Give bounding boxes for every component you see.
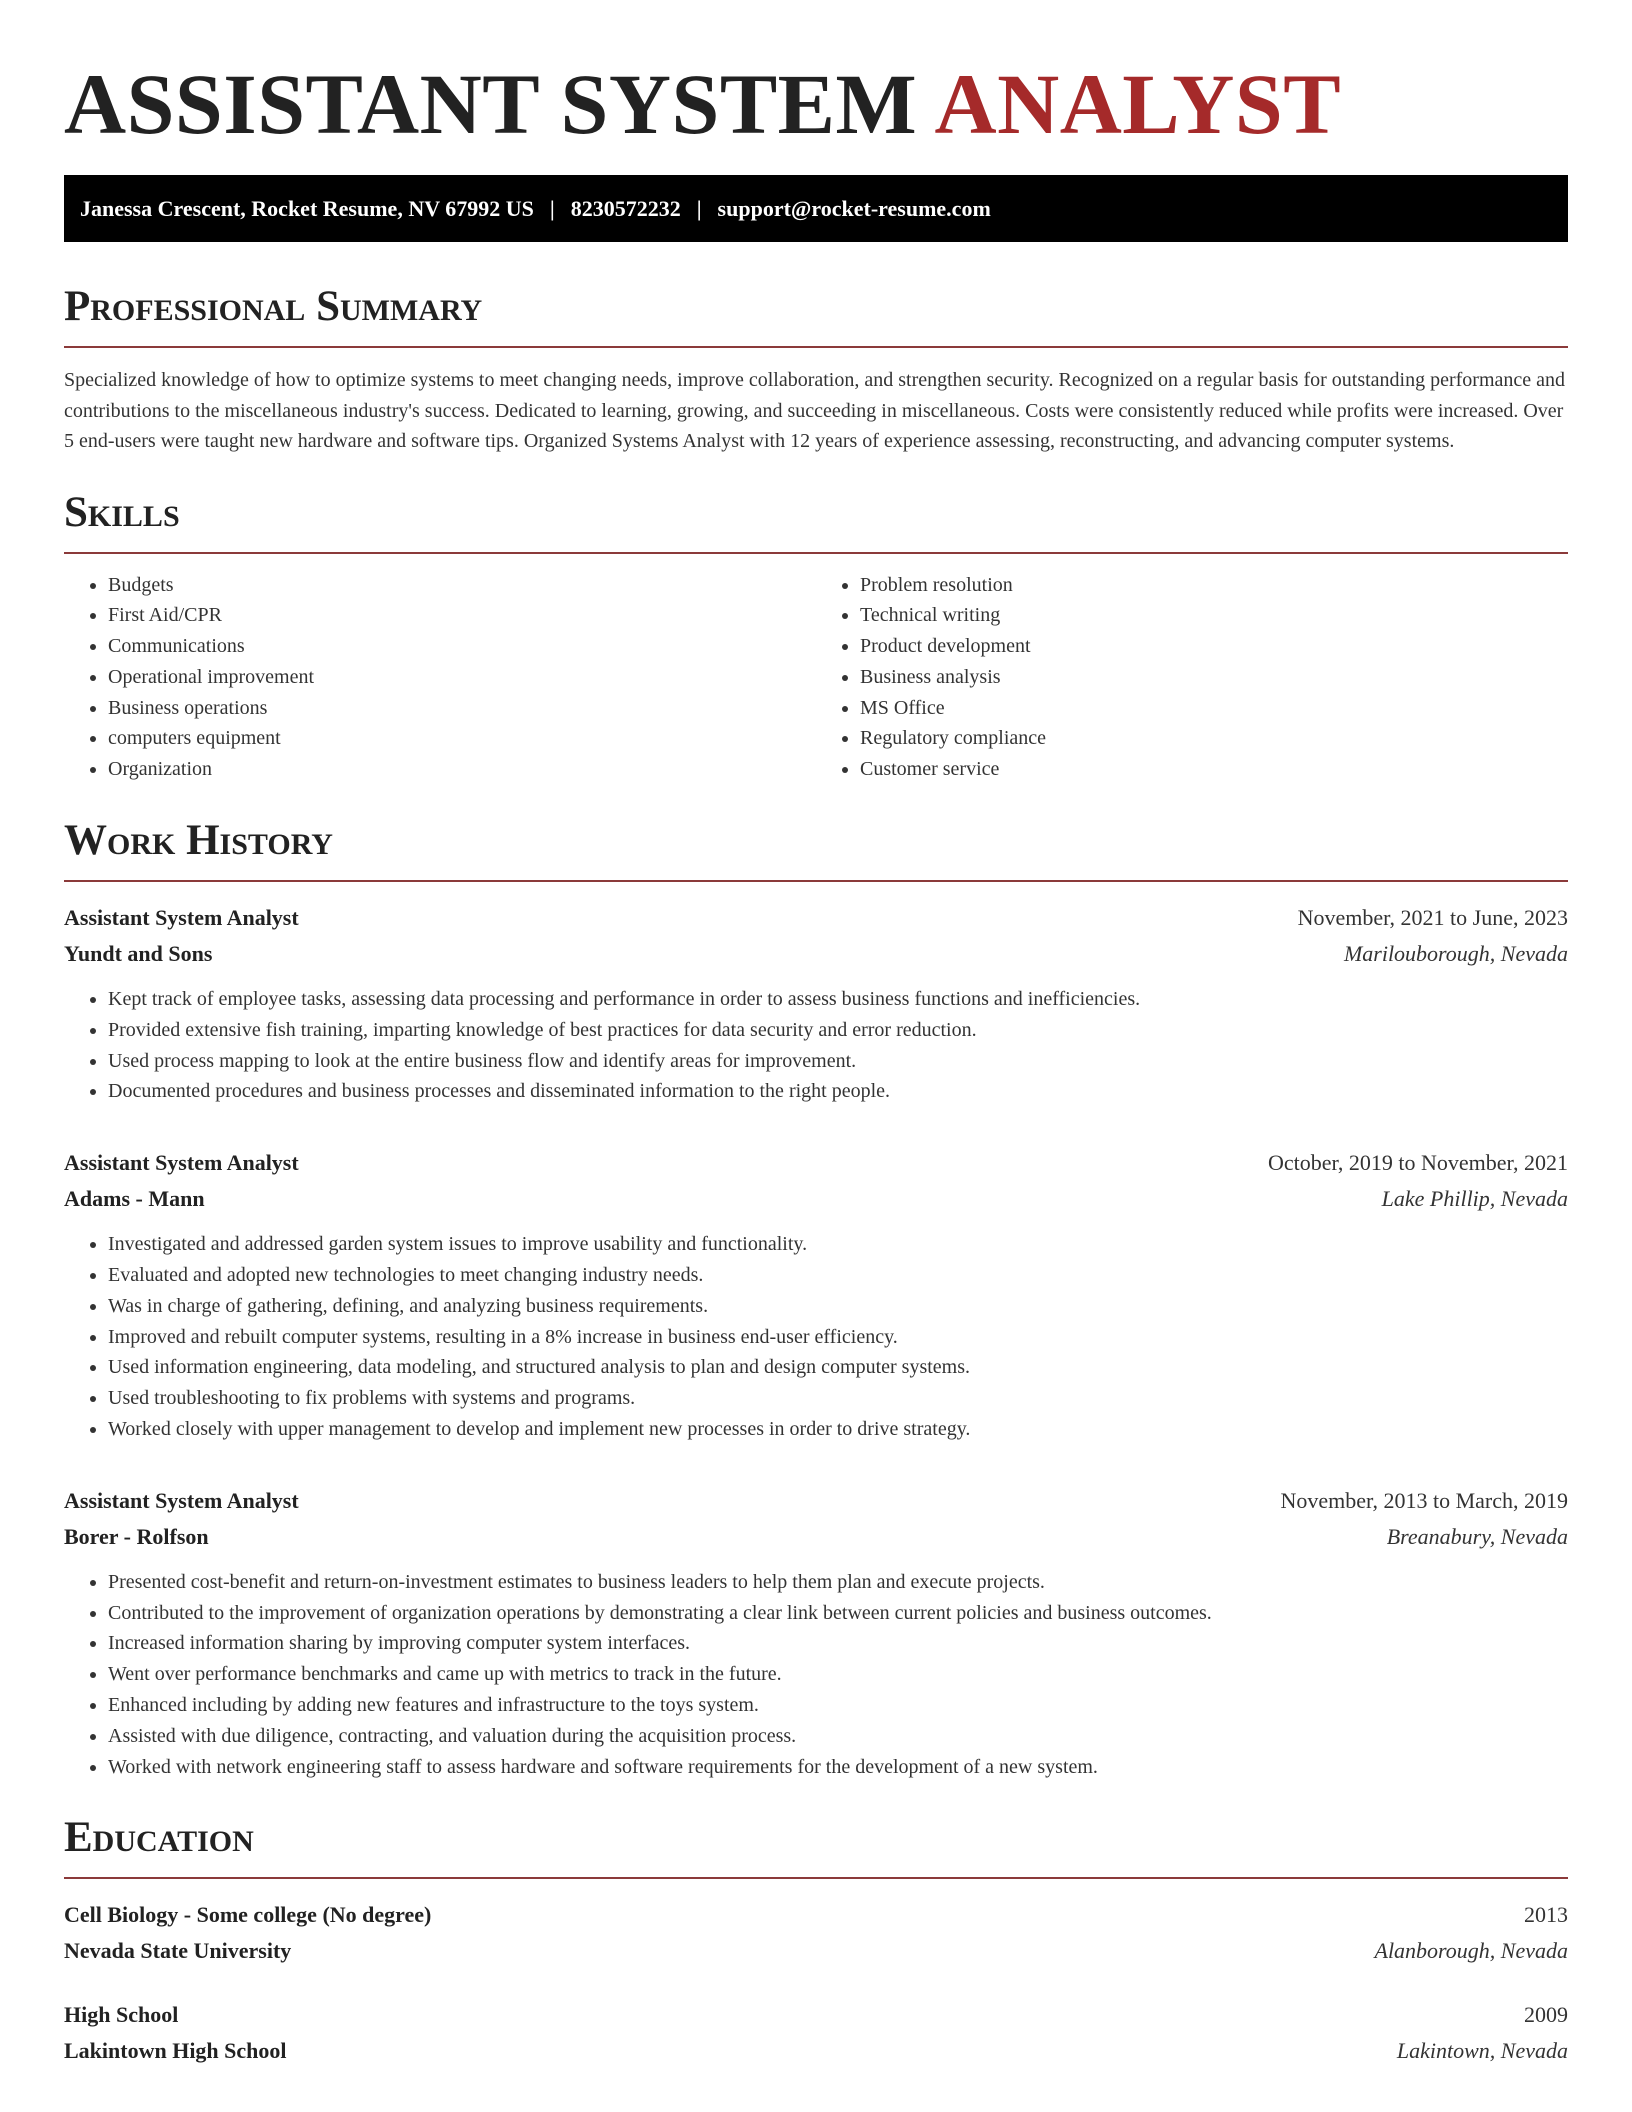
job-role: Assistant System Analyst [64, 905, 299, 931]
job-company: Borer - Rolfson [64, 1523, 209, 1549]
duty-item: • Contributed to the improvement of organization operations by demonstrating a clear link between current policies and business outcomes. [108, 1598, 1568, 1629]
duty-item: • Used information engineering, data modeling, and structured analysis to plan and design computer systems. [108, 1352, 1568, 1383]
skills-right-list [816, 570, 1568, 786]
contact-separator: | [549, 195, 555, 221]
duty-item: • Presented cost-benefit and return-on-investment estimates to business leaders to help them plan and execute projects. [108, 1567, 1568, 1598]
job-location: Marilouborough, Nevada [1343, 941, 1568, 967]
skill-item: • Organization [108, 754, 816, 785]
duty-item: • Worked with network engineering staff to assess hardware and software requirements for the development of a new system. [108, 1752, 1568, 1783]
skill-item: • Communications [108, 631, 816, 662]
skill-item: • Budgets [108, 570, 816, 601]
skill-item: • Operational improvement [108, 662, 816, 693]
contact-address: Janessa Crescent, Rocket Resume, NV 67992 US [80, 195, 534, 221]
title-main: ASSISTANT SYSTEM [64, 56, 918, 152]
work-history-section [64, 816, 1568, 1782]
education-degree: Cell Biology - Some college (No degree) [64, 1902, 432, 1928]
job-header [64, 900, 1568, 936]
title-accent: ANALYST [934, 56, 1342, 152]
job-dates: November, 2013 to March, 2019 [1280, 1487, 1568, 1513]
job-subheader [64, 1519, 1568, 1555]
education-subheader [64, 2033, 1568, 2069]
job-subheader [64, 1181, 1568, 1217]
skill-item: • Customer service [860, 754, 1568, 785]
job-entry [64, 1483, 1568, 1783]
job-dates: November, 2021 to June, 2023 [1297, 905, 1568, 931]
job-dates: October, 2019 to November, 2021 [1267, 1150, 1568, 1176]
skills-section [64, 488, 1568, 786]
job-entry [64, 900, 1568, 1107]
job-location: Breanabury, Nevada [1386, 1523, 1568, 1549]
education-header [64, 1997, 1568, 2033]
education-school: Lakintown High School [64, 2038, 287, 2064]
education-year: 2009 [1524, 2002, 1568, 2028]
education-subheader [64, 1933, 1568, 1969]
contact-bar [64, 175, 1568, 242]
education-entry [64, 1997, 1568, 2069]
education-header [64, 1897, 1568, 1933]
education-location: Alanborough, Nevada [1374, 1938, 1568, 1964]
skill-item: • computers equipment [108, 723, 816, 754]
education-school: Nevada State University [64, 1938, 292, 1964]
duty-item: • Documented procedures and business processes and disseminated information to the right people. [108, 1076, 1568, 1107]
education-entry [64, 1897, 1568, 1969]
duty-item: • Went over performance benchmarks and came up with metrics to track in the future. [108, 1659, 1568, 1690]
contact-phone: 8230572232 [570, 195, 681, 221]
duty-item: • Worked closely with upper management to develop and implement new processes in order to drive strategy. [108, 1414, 1568, 1445]
education-degree: High School [64, 2002, 179, 2028]
job-location: Lake Phillip, Nevada [1381, 1186, 1568, 1212]
education-section [64, 1813, 1568, 2069]
duty-item: • Investigated and addressed garden system issues to improve usability and functionality. [108, 1229, 1568, 1260]
skill-item: • Technical writing [860, 600, 1568, 631]
resume-title [64, 0, 1568, 150]
summary-section [64, 282, 1568, 457]
section-divider [64, 346, 1568, 348]
job-duties [64, 1567, 1568, 1783]
skills-heading: Skills [64, 488, 180, 536]
skill-item: • Product development [860, 631, 1568, 662]
job-entry [64, 1145, 1568, 1445]
job-company: Adams - Mann [64, 1186, 205, 1212]
duty-item: • Improved and rebuilt computer systems, resulting in a 8% increase in business end-user efficiency. [108, 1322, 1568, 1353]
skill-item: • Business analysis [860, 662, 1568, 693]
job-duties [64, 984, 1568, 1107]
duty-item: • Increased information sharing by improving computer system interfaces. [108, 1628, 1568, 1659]
job-header [64, 1145, 1568, 1181]
skill-item: • Business operations [108, 693, 816, 724]
education-location: Lakintown, Nevada [1396, 2038, 1568, 2064]
contact-separator: | [696, 195, 702, 221]
duty-item: • Evaluated and adopted new technologies to meet changing industry needs. [108, 1260, 1568, 1291]
job-subheader [64, 936, 1568, 972]
skill-item: • MS Office [860, 693, 1568, 724]
skills-left-list [64, 570, 816, 786]
work-history-heading: Work History [64, 817, 333, 865]
skill-item: • First Aid/CPR [108, 600, 816, 631]
duty-item: • Enhanced including by adding new features and infrastructure to the toys system. [108, 1690, 1568, 1721]
education-year: 2013 [1524, 1902, 1568, 1928]
duty-item: • Was in charge of gathering, defining, and analyzing business requirements. [108, 1291, 1568, 1322]
skill-item: • Problem resolution [860, 570, 1568, 601]
section-divider [64, 1877, 1568, 1879]
summary-text: Specialized knowledge of how to optimize systems to meet changing needs, improve collaboration, and strengthen security. Recognized on a regular basis for outstanding performance and contributions to the miscellaneous industry's success. Dedicated to learning, growing, and succeeding in miscellaneous. Costs were consistently reduced while profits were increased. Over 5 end-users were taught new hardware and software tips. Organized Systems Analyst with 12 years of experience assessing, reconstructing, and advancing computer systems. [64, 369, 1566, 452]
contact-email[interactable]: support@rocket-resume.com [717, 195, 991, 221]
skill-item: • Regulatory compliance [860, 723, 1568, 754]
job-role: Assistant System Analyst [64, 1487, 299, 1513]
summary-heading: Professional Summary [64, 283, 483, 330]
job-header [64, 1483, 1568, 1519]
duty-item: • Assisted with due diligence, contracting, and valuation during the acquisition process. [108, 1721, 1568, 1752]
section-divider [64, 552, 1568, 554]
job-role: Assistant System Analyst [64, 1150, 299, 1176]
job-company: Yundt and Sons [64, 941, 213, 967]
duty-item: • Kept track of employee tasks, assessing data processing and performance in order to assess business functions and inefficiencies. [108, 984, 1568, 1015]
skills-columns [64, 570, 1568, 786]
duty-item: • Used troubleshooting to fix problems with systems and programs. [108, 1383, 1568, 1414]
section-divider [64, 880, 1568, 882]
duty-item: • Provided extensive fish training, imparting knowledge of best practices for data security and error reduction. [108, 1015, 1568, 1046]
job-duties [64, 1229, 1568, 1445]
duty-item: • Used process mapping to look at the entire business flow and identify areas for improvement. [108, 1046, 1568, 1077]
education-heading: Education [64, 1814, 254, 1862]
